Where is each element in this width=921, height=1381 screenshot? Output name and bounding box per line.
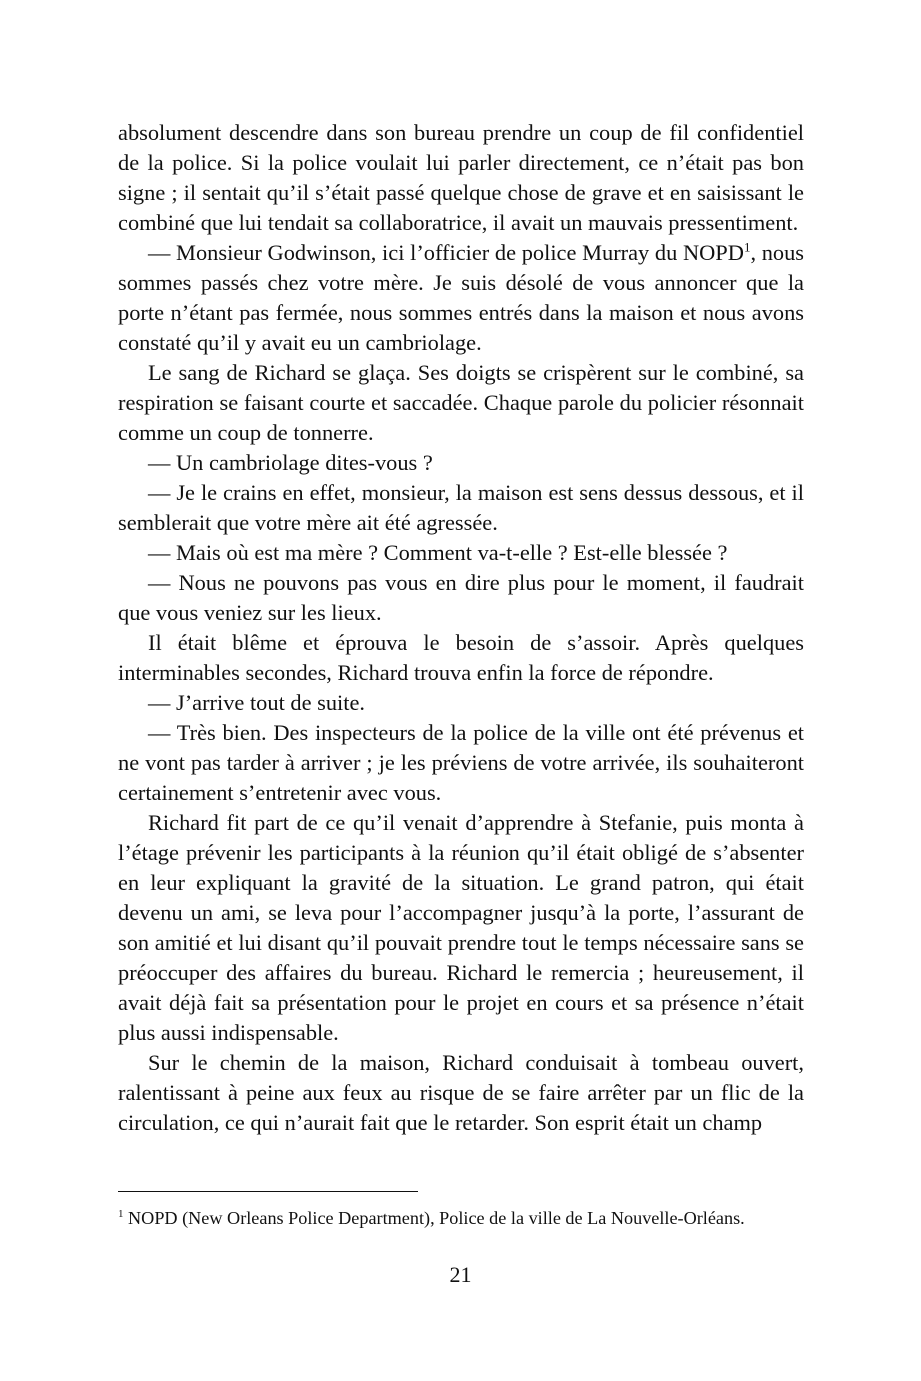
paragraph-2 xyxy=(118,238,804,358)
paragraph-12: Sur le chemin de la maison, Richard conduisait à tombeau ouvert, ralentissant à peine aux feux au risque de se faire arrêter par un flic de la circulation, ce qui n’aurait fait que le retarder. Son esprit était un champ xyxy=(118,1050,804,1135)
footnote-divider xyxy=(118,1191,418,1192)
footnote xyxy=(118,1206,818,1230)
footnote-text: NOPD (New Orleans Police Department), Police de la ville de La Nouvelle-Orléans. xyxy=(123,1208,745,1228)
paragraph-9: — J’arrive tout de suite. xyxy=(148,690,366,715)
page-number: 21 xyxy=(449,1262,472,1287)
paragraph-2-text: — Monsieur Godwinson, ici l’officier de police Murray du NOPD xyxy=(148,240,744,265)
paragraph-11: Richard fit part de ce qu’il venait d’apprendre à Stefanie, puis monta à l’étage prévenir les participants à la réunion qu’il était obligé de s’absenter en leur expliquant la gravité de la situation. Le grand patron, qui était devenu un ami, se leva pour l’accompagner jusqu’à la porte, l’assurant de son amitié et lui disant qu’il pouvait prendre tout le temps nécessaire sans se préoccuper des affaires du bureau. Richard le remercia ; heureusement, il avait déjà fait sa présentation pour le projet en cours et sa présence n’était plus aussi indispensable. xyxy=(118,810,804,1045)
body-text xyxy=(118,118,804,1138)
paragraph-4: — Un cambriolage dites-vous ? xyxy=(148,450,433,475)
paragraph-6: — Mais où est ma mère ? Comment va-t-elle ? Est-elle blessée ? xyxy=(148,540,728,565)
paragraph-8: Il était blême et éprouva le besoin de s’assoir. Après quelques interminables secondes, Richard trouva enfin la force de répondre. xyxy=(118,630,804,685)
paragraph-5: — Je le crains en effet, monsieur, la maison est sens dessus dessous, et il semblerait que votre mère ait été agressée. xyxy=(118,480,804,535)
paragraph-2-continuation: , nous sommes passés chez votre mère. Je suis désolé de vous annoncer que la porte n’étant pas fermée, nous sommes entrés dans la maison et nous avons constaté qu’il y avait eu un cambriolage. xyxy=(118,240,804,355)
paragraph-1: absolument descendre dans son bureau prendre un coup de fil confidentiel de la police. Si la police voulait lui parler directement, ce n’était pas bon signe ; il sentait qu’il s’était passé quelque chose de grave et en saisissant le combiné que lui tendait sa collaboratrice, il avait un mauvais pressentiment. xyxy=(118,120,804,235)
paragraph-10: — Très bien. Des inspecteurs de la police de la ville ont été prévenus et ne vont pas tarder à arriver ; je les préviens de votre arrivée, ils souhaiteront certainement s’entretenir avec vous. xyxy=(118,720,804,805)
book-page xyxy=(118,118,804,1138)
paragraph-7: — Nous ne pouvons pas vous en dire plus pour le moment, il faudrait que vous veniez sur les lieux. xyxy=(118,570,804,625)
footnote-reference: 1 xyxy=(743,239,751,255)
paragraph-3: Le sang de Richard se glaça. Ses doigts se crispèrent sur le combiné, sa respiration se faisant courte et saccadée. Chaque parole du policier résonnait comme un coup de tonnerre. xyxy=(118,360,804,445)
footnote-marker: 1 xyxy=(118,1207,124,1220)
